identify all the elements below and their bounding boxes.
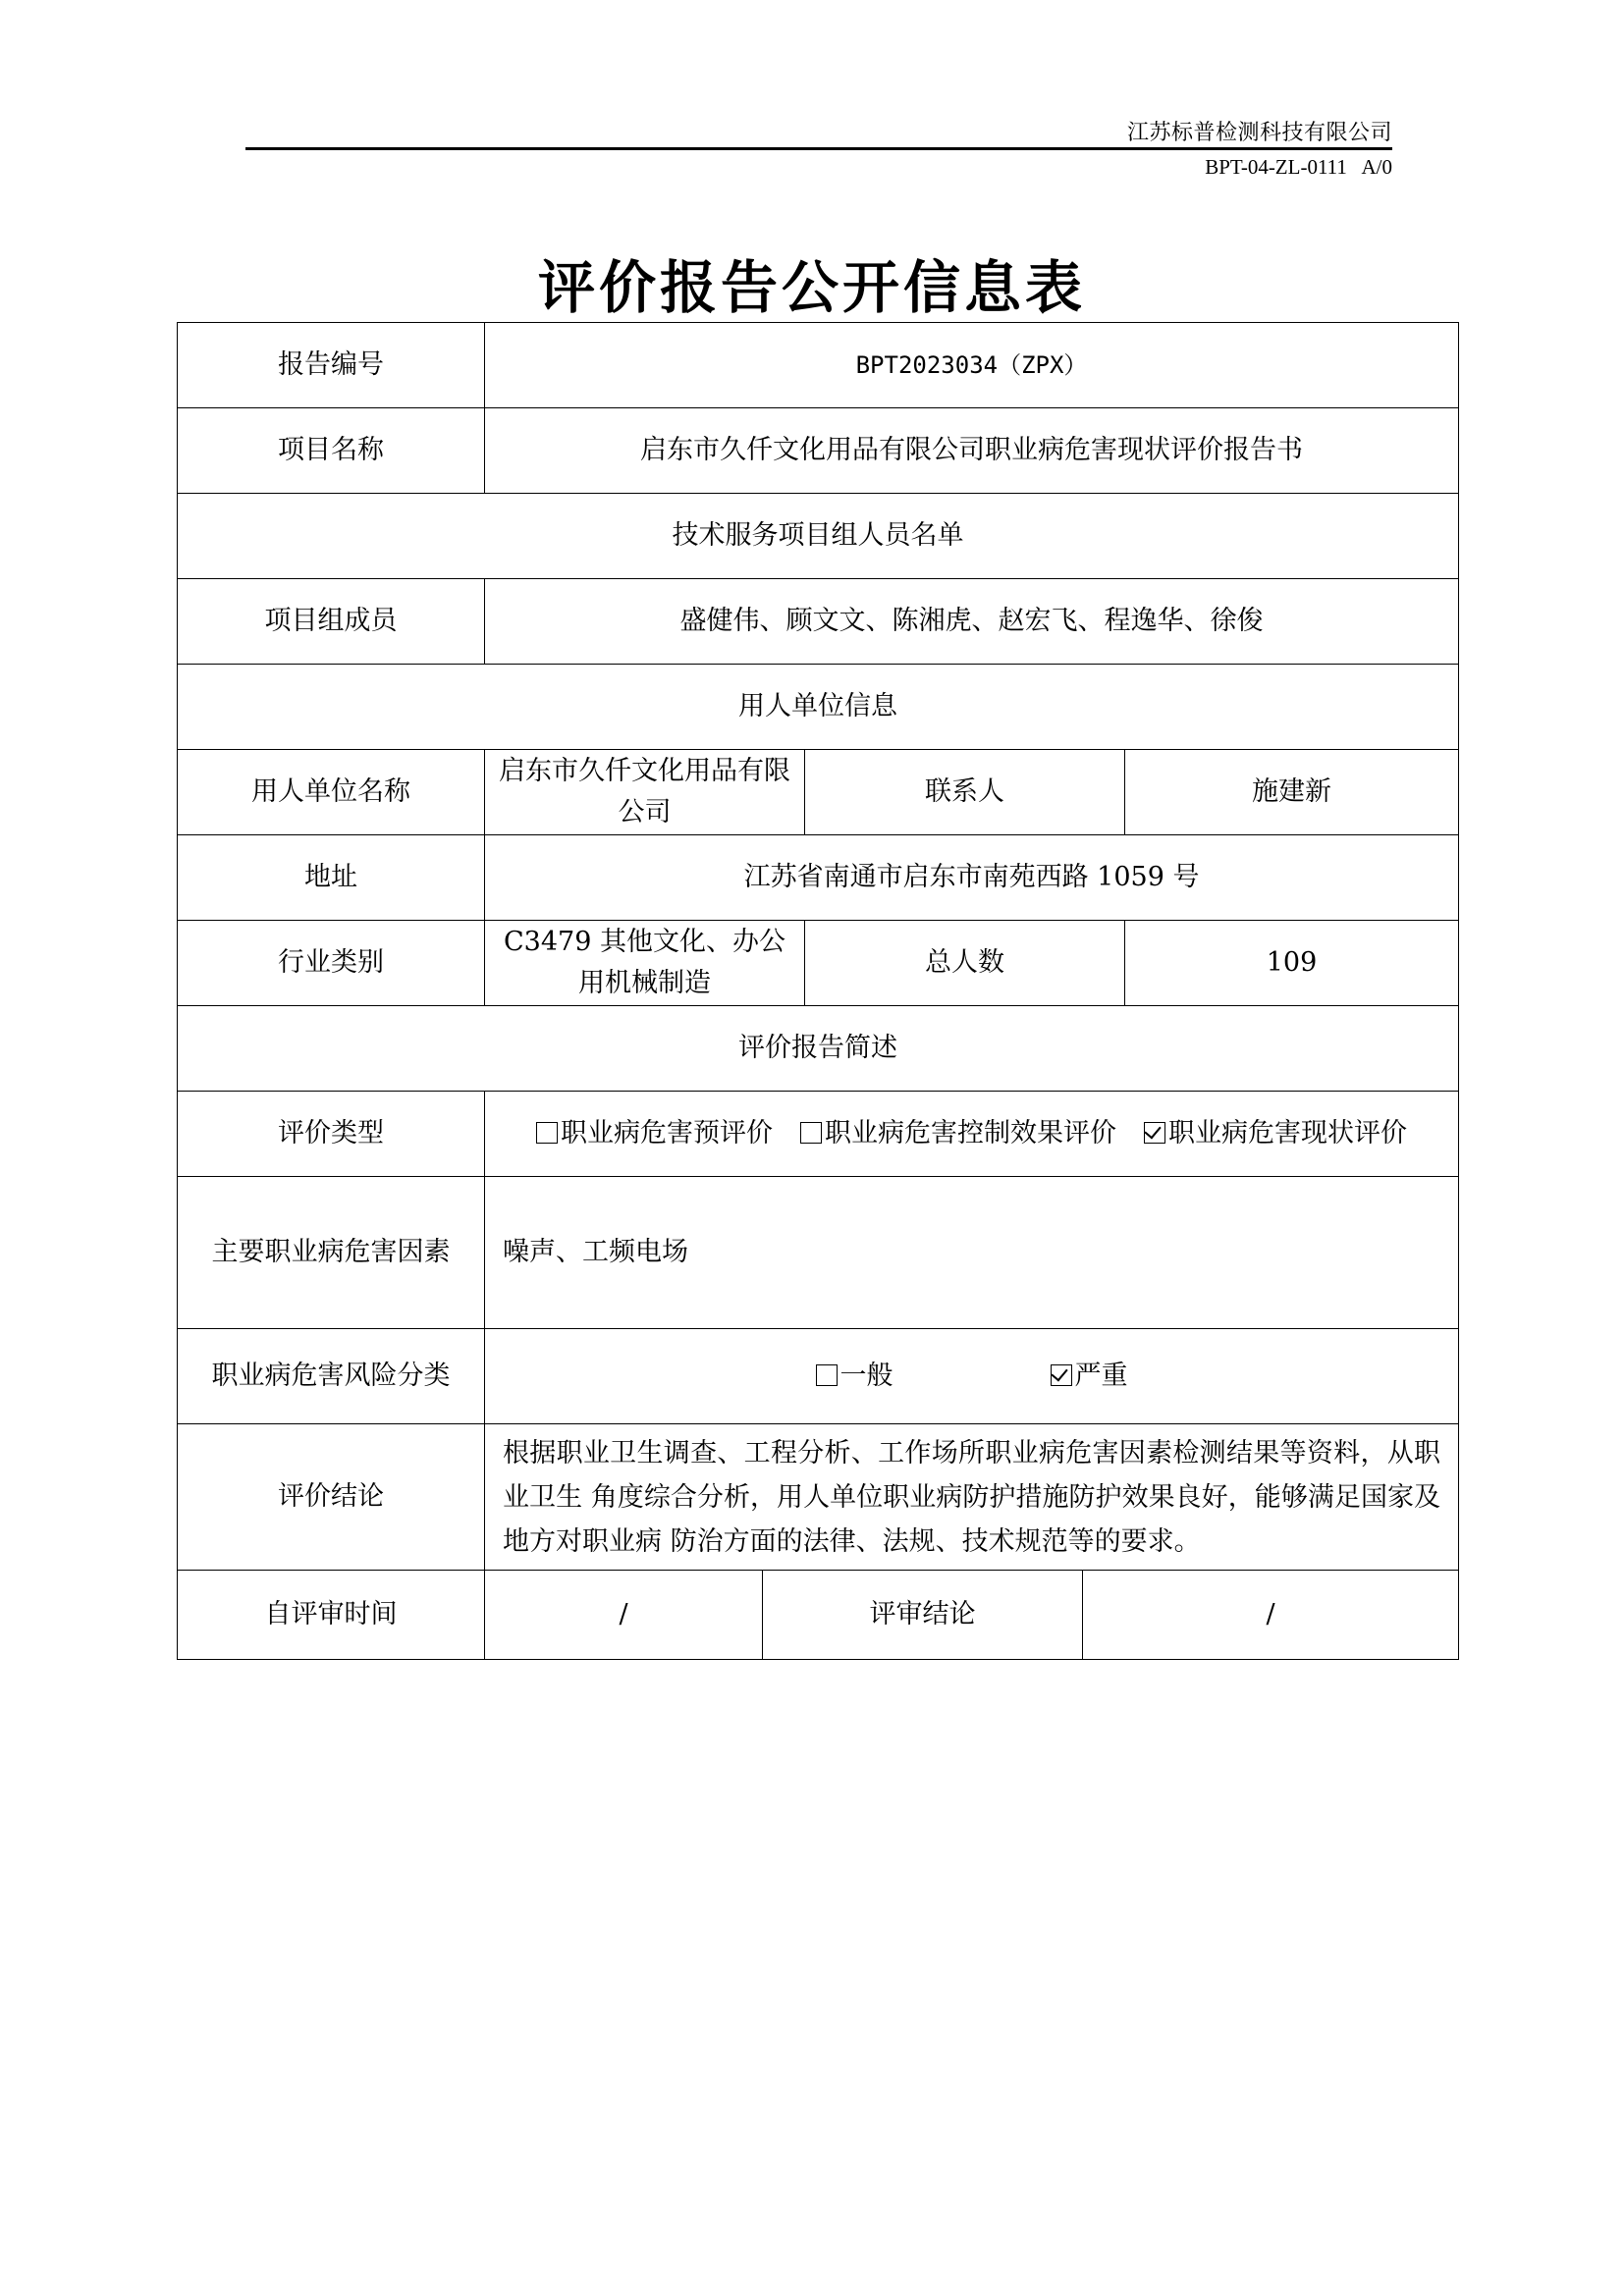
row-project-name bbox=[178, 408, 1459, 494]
conclusion-label: 评价结论 bbox=[178, 1424, 485, 1571]
row-risk bbox=[178, 1329, 1459, 1424]
summary-section-heading: 评价报告简述 bbox=[178, 1006, 1459, 1092]
headcount-value: 109 bbox=[1125, 921, 1459, 1006]
row-report-no bbox=[178, 323, 1459, 408]
checkbox-icon bbox=[800, 1122, 822, 1144]
address-value: 江苏省南通市启东市南苑西路 1059 号 bbox=[485, 835, 1459, 921]
headcount-label: 总人数 bbox=[805, 921, 1125, 1006]
address-label: 地址 bbox=[178, 835, 485, 921]
row-eval-type bbox=[178, 1092, 1459, 1177]
review-conclusion-value: / bbox=[1083, 1571, 1459, 1660]
row-industry bbox=[178, 921, 1459, 1006]
header-doc-code: BPT-04-ZL-0111 A/0 bbox=[1205, 155, 1392, 179]
eval-type-option-label: 职业病危害预评价 bbox=[561, 1118, 774, 1148]
header-company: 江苏标普检测科技有限公司 bbox=[1126, 121, 1392, 145]
eval-type-option-label: 职业病危害现状评价 bbox=[1168, 1118, 1408, 1148]
industry-label: 行业类别 bbox=[178, 921, 485, 1006]
review-time-value: / bbox=[485, 1571, 763, 1660]
team-section-heading: 技术服务项目组人员名单 bbox=[178, 494, 1459, 579]
info-table bbox=[177, 322, 1459, 1660]
project-name-value: 启东市久仟文化用品有限公司职业病危害现状评价报告书 bbox=[485, 408, 1459, 494]
risk-option-general[interactable] bbox=[816, 1356, 893, 1397]
eval-type-options bbox=[485, 1092, 1459, 1177]
contact-value: 施建新 bbox=[1125, 750, 1459, 835]
report-no-value: BPT2023034（ZPX） bbox=[485, 323, 1459, 408]
eval-type-option-pre[interactable] bbox=[536, 1113, 773, 1154]
row-address bbox=[178, 835, 1459, 921]
industry-value: C3479 其他文化、办公用机械制造 bbox=[485, 921, 805, 1006]
row-team-members bbox=[178, 579, 1459, 665]
employer-name-label: 用人单位名称 bbox=[178, 750, 485, 835]
risk-option-label: 一般 bbox=[839, 1361, 893, 1391]
checkbox-icon bbox=[816, 1364, 838, 1386]
checked-checkbox-icon bbox=[1144, 1122, 1165, 1144]
row-employer-name bbox=[178, 750, 1459, 835]
review-conclusion-label: 评审结论 bbox=[763, 1571, 1083, 1660]
row-conclusion bbox=[178, 1424, 1459, 1571]
eval-type-option-control[interactable] bbox=[800, 1113, 1116, 1154]
eval-type-option-current[interactable] bbox=[1144, 1113, 1407, 1154]
risk-options bbox=[485, 1329, 1459, 1424]
report-no-label: 报告编号 bbox=[178, 323, 485, 408]
contact-label: 联系人 bbox=[805, 750, 1125, 835]
page-title: 评价报告公开信息表 bbox=[537, 254, 1086, 321]
hazards-value: 噪声、工频电场 bbox=[485, 1177, 1459, 1329]
row-team-section bbox=[178, 494, 1459, 579]
team-members-label: 项目组成员 bbox=[178, 579, 485, 665]
row-hazards bbox=[178, 1177, 1459, 1329]
eval-type-option-label: 职业病危害控制效果评价 bbox=[825, 1118, 1117, 1148]
conclusion-value: 根据职业卫生调查、工程分析、工作场所职业病危害因素检测结果等资料，从职业卫生 角度综合分析，用人单位职业病防护措施防护效果良好，能够满足国家及地方对职业病 防治方面的法律、法规、技术规范等的要求。 bbox=[485, 1424, 1459, 1571]
checkbox-icon bbox=[536, 1122, 558, 1144]
hazards-label: 主要职业病危害因素 bbox=[178, 1177, 485, 1329]
row-summary-section bbox=[178, 1006, 1459, 1092]
project-name-label: 项目名称 bbox=[178, 408, 485, 494]
checked-checkbox-icon bbox=[1051, 1364, 1072, 1386]
risk-option-severe[interactable] bbox=[1051, 1356, 1128, 1397]
header-rule bbox=[245, 147, 1392, 150]
team-members-value: 盛健伟、顾文文、陈湘虎、赵宏飞、程逸华、徐俊 bbox=[485, 579, 1459, 665]
row-employer-section bbox=[178, 665, 1459, 750]
risk-label: 职业病危害风险分类 bbox=[178, 1329, 485, 1424]
eval-type-label: 评价类型 bbox=[178, 1092, 485, 1177]
risk-option-label: 严重 bbox=[1074, 1361, 1128, 1391]
employer-section-heading: 用人单位信息 bbox=[178, 665, 1459, 750]
employer-name-value: 启东市久仟文化用品有限公司 bbox=[485, 750, 805, 835]
review-time-label: 自评审时间 bbox=[178, 1571, 485, 1660]
row-review bbox=[178, 1571, 1459, 1660]
